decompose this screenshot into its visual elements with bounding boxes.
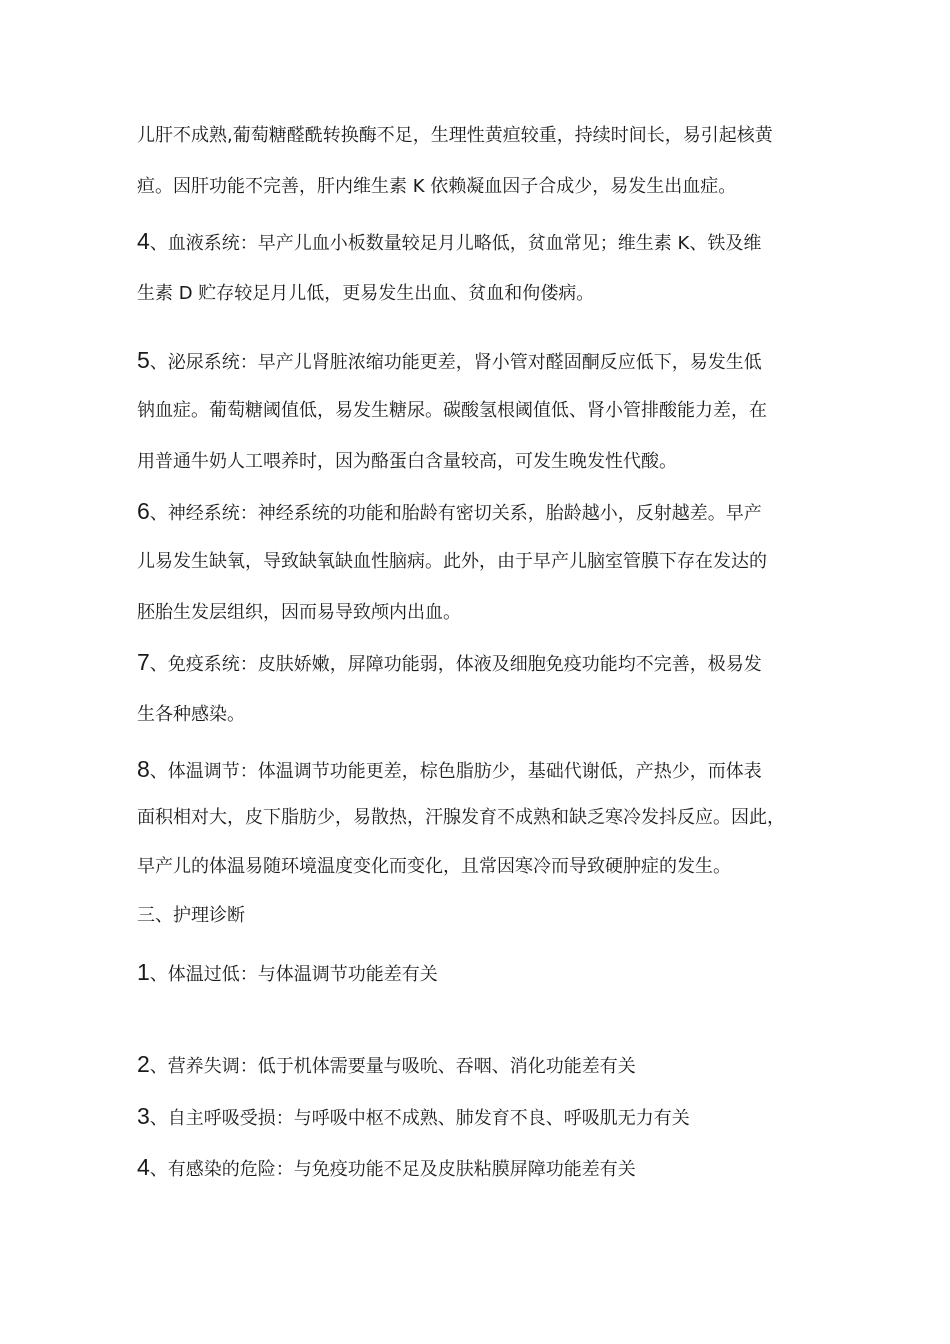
item-number: 6 (137, 498, 150, 524)
text-line: 胚胎生发层组织，因而易导致颅内出血。 (137, 602, 461, 623)
item-number: 5 (137, 347, 150, 373)
text-line: 面积相对大，皮下脂肪少，易散热，汗腺发育不成熟和缺乏寒冷发抖反应。因此， (137, 807, 785, 828)
item-number: 3 (137, 1103, 150, 1129)
list-item-blood-system: 4、血液系统：早产儿血小板数量较足月儿略低，贫血常见；维生素 K、铁及维 (137, 228, 762, 254)
list-item-nervous-system: 6、神经系统：神经系统的功能和胎龄有密切关系，胎龄越小，反射越差。早产 (137, 498, 762, 524)
item-number: 7 (137, 649, 150, 675)
text-line: 儿肝不成熟,葡萄糖醛酰转换酶不足，生理性黄疸较重，持续时间长，易引起核黄 (137, 125, 773, 146)
item-number: 8 (137, 756, 150, 782)
text-line: 用普通牛奶人工喂养时，因为酪蛋白含量较高，可发生晚发性代酸。 (137, 451, 677, 472)
text-line: 儿易发生缺氧，导致缺氧缺血性脑病。此外，由于早产儿脑室管膜下存在发达的 (137, 551, 767, 572)
text-line: 生素 D 贮存较足月儿低，更易发生出血、贫血和佝偻病。 (137, 283, 595, 304)
item-number: 4 (137, 1154, 150, 1180)
item-number: 4 (137, 228, 150, 254)
text-line: 钠血症。葡萄糖阈值低，易发生糖尿。碳酸氢根阈值低、肾小管排酸能力差，在 (137, 400, 767, 421)
text-line: 早产儿的体温易随环境温度变化而变化，且常因寒冷而导致硬肿症的发生。 (137, 856, 731, 877)
diagnosis-item-2: 2、营养失调：低于机体需要量与吸吮、吞咽、消化功能差有关 (137, 1051, 636, 1077)
item-number: 1 (137, 959, 150, 985)
list-item-temperature-regulation: 8、体温调节：体温调节功能更差，棕色脂肪少，基础代谢低，产热少，而体表 (137, 756, 762, 782)
text-line: 疸。因肝功能不完善，肝内维生素 K 依赖凝血因子合成少，易发生出血症。 (137, 176, 737, 197)
diagnosis-item-1: 1、体温过低：与体温调节功能差有关 (137, 959, 438, 985)
diagnosis-item-3: 3、自主呼吸受损：与呼吸中枢不成熟、肺发育不良、呼吸肌无力有关 (137, 1103, 690, 1129)
diagnosis-item-4: 4、有感染的危险：与免疫功能不足及皮肤粘膜屏障功能差有关 (137, 1154, 636, 1180)
section-heading: 三、护理诊断 (137, 905, 245, 926)
list-item-urinary-system: 5、泌尿系统：早产儿肾脏浓缩功能更差，肾小管对醛固酮反应低下，易发生低 (137, 347, 762, 373)
list-item-immune-system: 7、免疫系统：皮肤娇嫩，屏障功能弱，体液及细胞免疫功能均不完善，极易发 (137, 649, 762, 675)
item-number: 2 (137, 1051, 150, 1077)
text-line: 生各种感染。 (137, 704, 245, 725)
